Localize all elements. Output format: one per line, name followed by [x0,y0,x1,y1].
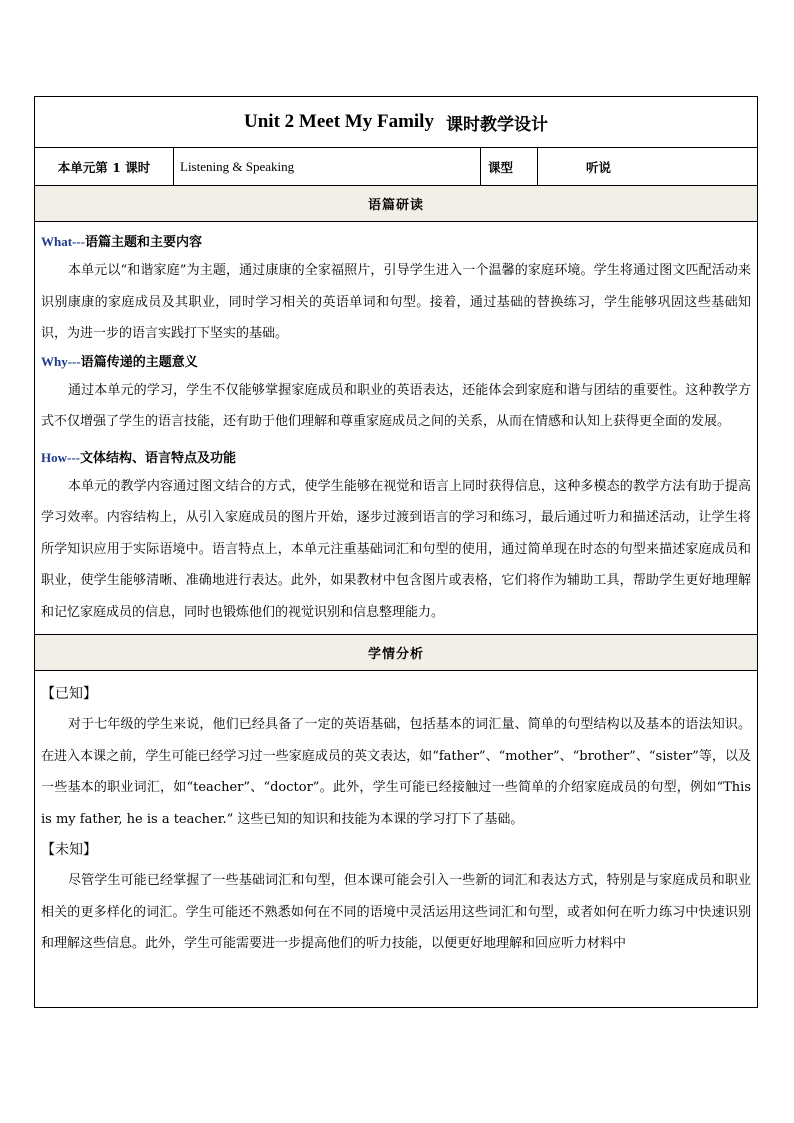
lesson-plan-table [34,96,758,1008]
section-heading-text-study: 语篇研读 [35,186,757,222]
title-english: Unit 2 Meet My Family [244,111,434,132]
why-label: Why--- [41,353,81,369]
unknown-paragraph: 尽管学生可能已经掌握了一些基础词汇和句型，但本课可能会引入一些新的词汇和表达方式，特别是与家庭成员和职业相关的更多样化的词汇。学生可能还不熟悉如何在不同的语境中灵活运用这些词汇和句型，或者如何在听力练习中快速识别和理解这些信息。此外，学生可能需要进一步提高他们的听力技能，以便更好地理解和回应听力材料中 [41,873,751,951]
how-title: 文体结构、语言特点及功能 [80,450,237,466]
how-paragraph: 本单元的教学内容通过图文结合的方式，使学生能够在视觉和语言上同时获得信息，这种多模态的教学方法有助于提高学习效率。内容结构上，从引入家庭成员的图片开始，逐步过渡到语言的学习和练习，最后通过听力和描述活动，让学生将所学知识应用于实际语境中。语言特点上，本单元注重基础词汇和句型的使用，通过简单现在时态的句型来描述家庭成员和职业，使学生能够清晰、准确地进行表达。此外，如果教材中包含图片或表格，它们将作为辅助工具，帮助学生更好地理解和记忆家庭成员的信息，同时也锻炼他们的视觉识别和信息整理能力。 [41,478,751,620]
how-label: How--- [41,449,80,465]
section-heading-learner-analysis: 学情分析 [35,635,757,671]
meta-row [35,148,757,186]
type-label: 课型 [481,148,538,185]
what-paragraph: 本单元以“和谐家庭”为主题，通过康康的全家福照片，引导学生进入一个温馨的家庭环境。学生将通过图文匹配活动来识别康康的家庭成员及其职业，同时学习相关的英语单词和句型。接着，通过基础的替换练习，学生能够巩固这些基础知识，为进一步的语言实践打下坚实的基础。 [41,263,751,341]
title-row [35,97,757,148]
section-body-learner-analysis [35,671,757,966]
what-label: What--- [41,234,86,249]
how-subheading [41,446,751,471]
what-title: 语篇主题和主要内容 [85,235,203,250]
type-value: 听说 [586,159,612,175]
section-body-text-study [35,222,757,635]
lesson-value: Listening & Speaking [174,148,481,185]
lesson-label: 本单元第 1 课时 [35,148,174,185]
why-title: 语篇传递的主题意义 [80,354,198,370]
why-subheading [41,350,751,375]
known-paragraph: 对于七年级的学生来说，他们已经具备了一定的英语基础，包括基本的词汇量、简单的句型结构以及基本的语法知识。在进入本课之前，学生可能已经学习过一些家庭成员的英文表达，如“father”、“mother”、“brother”、“sister”等，以及一些基本的职业词汇，如“teacher”、“doctor”。此外，学生可能已经接触过一些简单的介绍家庭成员的句型，例如“This is my father, he is a teacher.” 这些已知的知识和技能为本课的学习打下了基础。 [41,717,751,827]
why-paragraph: 通过本单元的学习，学生不仅能够掌握家庭成员和职业的英语表达，还能体会到家庭和谐与团结的重要性。这种教学方式不仅增强了学生的语言技能，还有助于他们理解和尊重家庭成员之间的关系，从而在情感和认知上获得更全面的发展。 [41,382,751,429]
known-label: 【已知】 [41,686,97,702]
unknown-label: 【未知】 [41,842,97,858]
title-chinese: 课时教学设计 [445,114,548,135]
what-subheading [41,230,751,255]
